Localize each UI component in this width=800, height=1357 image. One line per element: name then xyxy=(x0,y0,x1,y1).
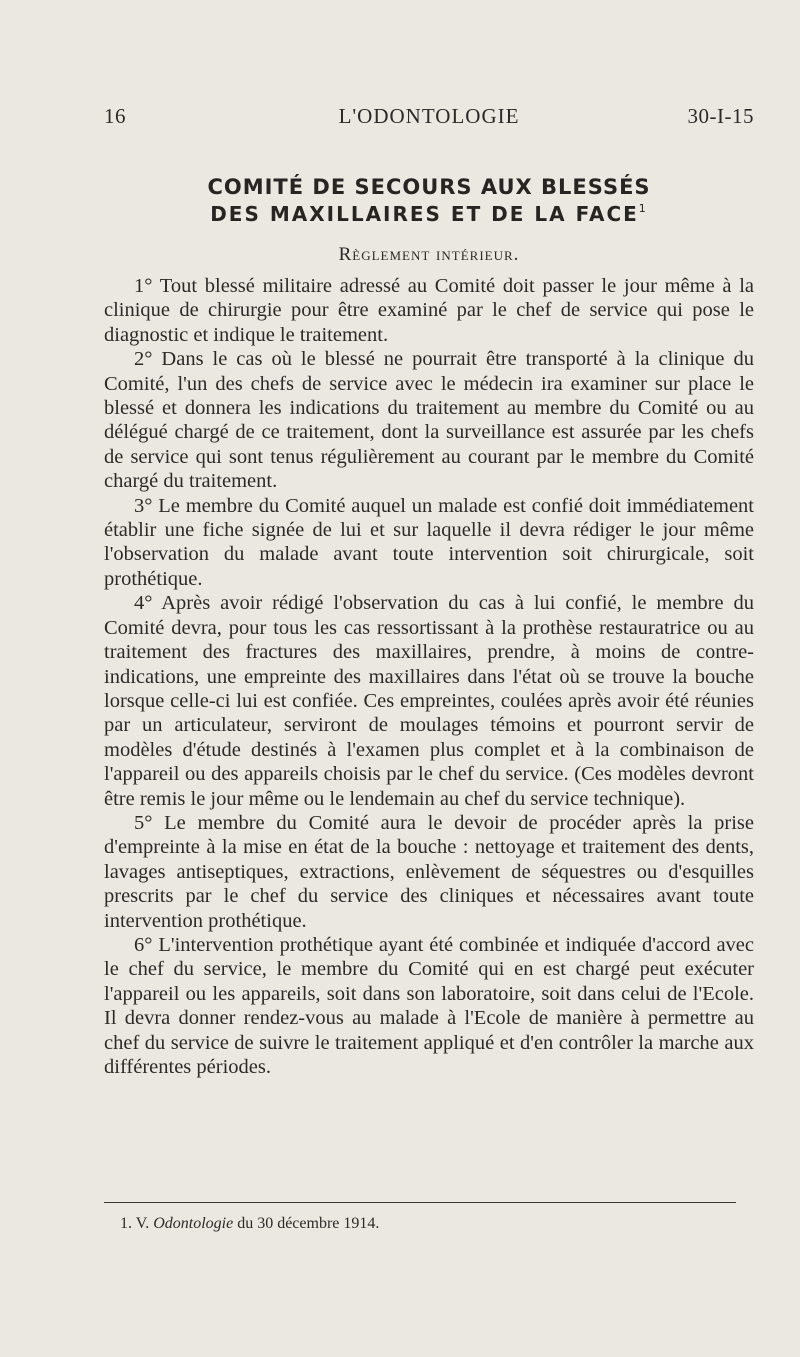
issue-date: 30-I-15 xyxy=(687,104,754,128)
footnote xyxy=(120,1215,740,1233)
footnote-divider xyxy=(104,1202,736,1203)
article-title-line-1 xyxy=(104,175,754,199)
footnote-marker: 1 xyxy=(638,202,648,215)
running-head xyxy=(104,104,754,134)
paragraph-2: 2° Dans le cas où le blessé ne pourrait être transporté à la clinique du Comité, l'un des chefs de service avec le médecin ira examiner sur place le blessé et donnera les indications du traitement au membre du Comité ou au délégué chargé de ce traitement, dont la surveillance est assurée par les chefs de service qui sont tenus régulièrement au courant par le membre du Comité chargé du traitement. xyxy=(104,348,754,493)
journal-title: L'ODONTOLOGIE xyxy=(338,104,520,128)
title-text-2: DES MAXILLAIRES ET DE LA FACE xyxy=(210,202,639,226)
footnote-suffix: du 30 décembre 1914. xyxy=(233,1215,380,1232)
footnote-prefix: 1. V. xyxy=(120,1215,154,1232)
paragraph-4: 4° Après avoir rédigé l'observation du cas à lui confié, le membre du Comité devra, pour tous les cas ressortissant à la prothèse restauratrice ou au traitement des fractures des maxillaires, prendre, à moins de contre-indications, une empreinte des maxillaires dans l'état où se trouve la bouche lorsque celle-ci lui est confiée. Ces empreintes, coulées après avoir été réunies par un articulateur, serviront de moulages témoins et pourront servir de modèles d'étude destinés à l'examen plus complet et à la combinaison de l'appareil ou des appareils choisis par le chef du service. (Ces modèles devront être remis le jour même ou le lendemain au chef du service technique). xyxy=(104,592,754,810)
paragraph-1: 1° Tout blessé militaire adressé au Comité doit passer le jour même à la clinique de chirurgie pour être examiné par le chef de service qui pose le diagnostic et indique le traitement. xyxy=(104,275,754,346)
paragraph-6: 6° L'intervention prothétique ayant été combinée et indiquée d'accord avec le chef du service, le membre du Comité qui en est chargé peut exécuter l'appareil ou les appareils, soit dans son laboratoire, soit dans celui de l'Ecole. Il devra donner rendez-vous au malade à l'Ecole de manière à permettre au chef du service de suivre le traitement appliqué et d'en contrôler la marche aux différentes périodes. xyxy=(104,933,754,1078)
article-title-line-2 xyxy=(104,202,754,226)
page-number: 16 xyxy=(104,104,126,128)
section-subtitle: Règlement intérieur. xyxy=(338,244,520,265)
title-text-1: COMITÉ DE SECOURS AUX BLESSÉS xyxy=(207,175,651,199)
footnote-source: Odontologie xyxy=(153,1215,234,1232)
paragraph-3: 3° Le membre du Comité auquel un malade est confié doit immédiatement établir une fiche signée de lui et sur laquelle il devra rédiger le jour même l'observation du malade avant toute intervention soit chirurgicale, soit prothétique. xyxy=(104,494,754,590)
article-body xyxy=(104,274,754,1079)
paragraph-5: 5° Le membre du Comité aura le devoir de procéder après la prise d'empreinte à la mise en état de la bouche : nettoyage et traitement des dents, lavages antiseptiques, extractions, enlèvement de séquestres ou d'esquilles prescrits par le chef du service des cliniques et nécessaires avant toute intervention prothétique. xyxy=(104,811,754,932)
